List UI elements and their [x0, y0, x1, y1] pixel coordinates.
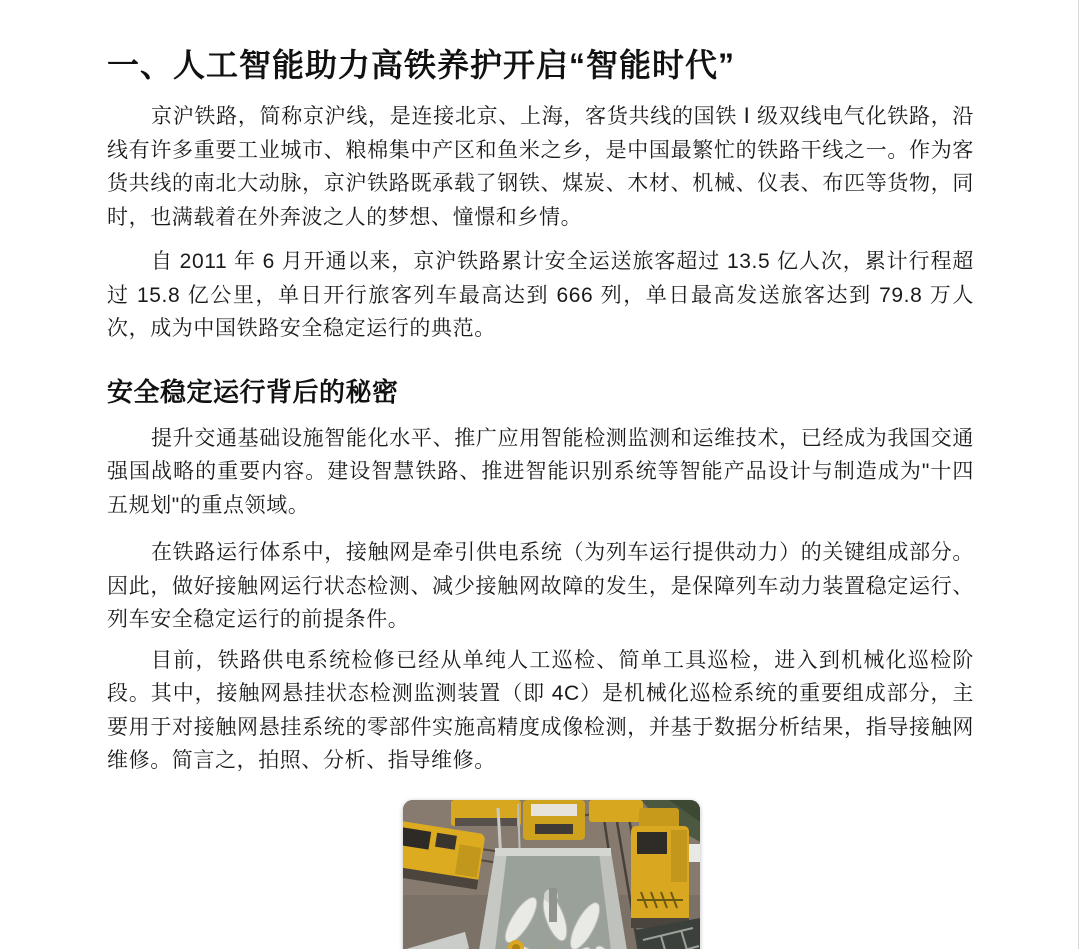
railway-maintenance-vehicles-illustration — [403, 800, 700, 949]
railway-maintenance-vehicles-photo — [403, 800, 700, 949]
page-right-edge-line — [1078, 0, 1079, 949]
paragraph-4c-inspection: 目前，铁路供电系统检修已经从单纯人工巡检、简单工具巡检，进入到机械化巡检阶段。其中，接触网悬挂状态检测监测装置（即 4C）是机械化巡检系统的重要组成部分，主要用于对接触网悬挂系统的零部件实施高精度成像检测，并基于数据分析结果，指导接触网维修。简言之，拍照、分析、指导维修。 — [107, 648, 974, 772]
paragraph-smart-infrastructure: 提升交通基础设施智能化水平、推广应用智能检测监测和运维技术，已经成为我国交通强国战略的重要内容。建设智慧铁路、推进智能识别系统等智能产品设计与制造成为"十四五规划"的重点领域。 — [107, 426, 974, 517]
page-title: 一、人工智能助力高铁养护开启“智能时代” — [107, 47, 736, 83]
paragraph-catenary-system: 在铁路运行体系中，接触网是牵引供电系统（为列车运行提供动力）的关键组成部分。因此，做好接触网运行状态检测、减少接触网故障的发生，是保障列车动力装置稳定运行、列车安全稳定运行的前提条件。 — [107, 541, 974, 631]
paragraph-jinghu-intro: 京沪铁路，简称京沪线，是连接北京、上海，客货共线的国铁 Ⅰ 级双线电气化铁路，沿线有许多重要工业城市、粮棉集中产区和鱼米之乡，是中国最繁忙的铁路干线之一。作为客货共线的南北大动脉，京沪铁路既承载了钢铁、煤炭、木材、机械、仪表、布匹等货物，同时，也满载着在外奔波之人的梦想、憧憬和乡情。 — [107, 105, 974, 229]
section-heading-secret: 安全稳定运行背后的秘密 — [107, 376, 399, 407]
paragraph-since-2011: 自 2011 年 6 月开通以来，京沪铁路累计安全运送旅客超过 13.5 亿人次，累计行程超过 15.8 亿公里，单日开行旅客列车最高达到 666 列，单日最高发送旅客达到 79.8 万人次，成为中国铁路安全稳定运行的典范。 — [107, 250, 974, 340]
document-content — [107, 0, 974, 949]
